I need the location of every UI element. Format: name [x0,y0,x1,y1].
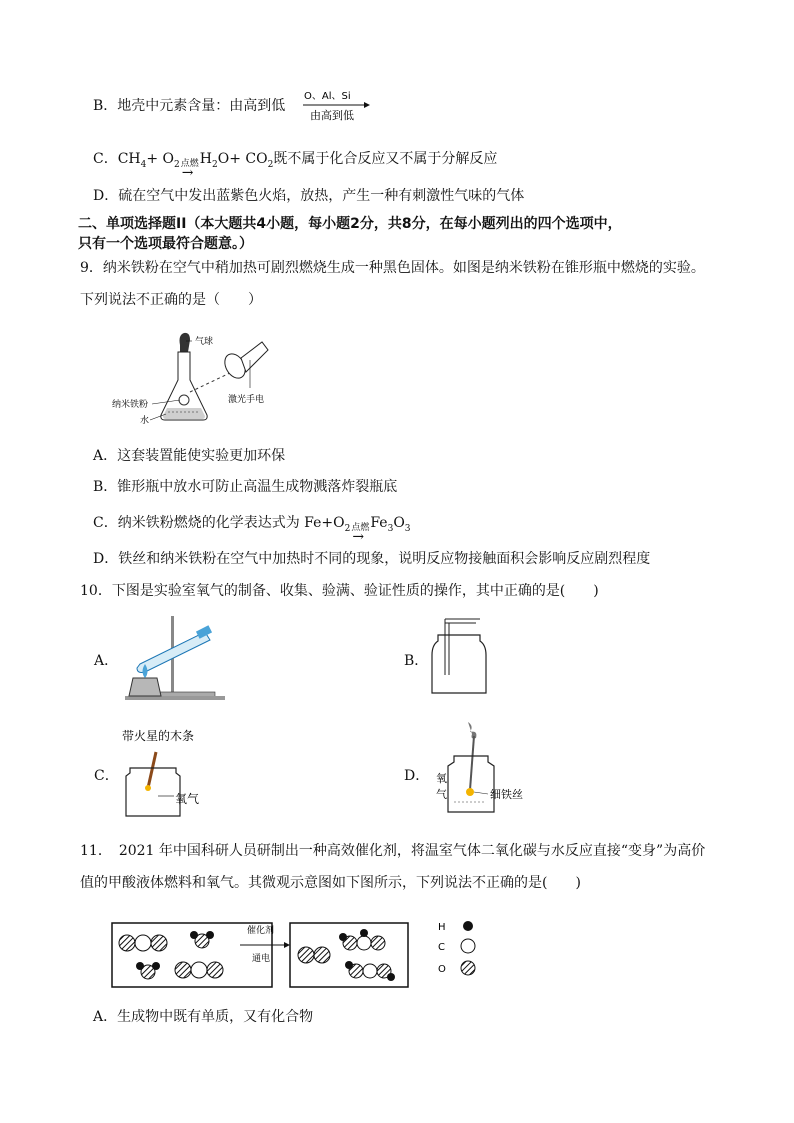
q10-stem: 10．下图是实验室氧气的制备、收集、验满、验证性质的操作，其中正确的是( ) [80,583,599,599]
powder-label: 纳米铁粉 [112,400,149,410]
arrow-condition: 点燃 [351,523,370,533]
q9-stem-2: 下列说法不正确的是（ ） [80,292,262,308]
h2o-molecule [190,931,214,948]
q10-figure-d [430,720,540,820]
q11-option-a: A．生成物中既有单质，又有化合物 [93,1009,314,1025]
q8-option-b [93,97,285,115]
q10-option-a-label: A． [94,653,119,669]
electricity-label: 通电 [252,954,271,964]
formula-o: + O [146,151,175,167]
q9-option-d: D．铁丝和纳米铁粉在空气中加热时不同的现象，说明反应物接触面积会影响反应剧烈程度 [93,551,651,567]
h2o-molecule [136,962,160,979]
arrow-bottom-label: 由高到低 [310,109,354,122]
splint-label: 带火星的木条 [122,729,195,743]
o2-molecule [298,947,330,963]
laser-label: 激光手电 [228,395,265,405]
q10-option-d-label: D． [404,768,430,784]
legend-o: O [438,964,446,975]
iron-wire-label: 细铁丝 [490,788,523,801]
q10-option-b-label: B． [404,653,429,669]
formula-ch: C．CH [93,151,141,167]
formula-co: O+ CO [217,151,268,167]
section-heading-1: 二、单项选择题II（本大题共4小题，每小题2分，共8分，在每小题列出的四个选项中， [78,216,622,232]
q9-option-b: B．锥形瓶中放水可防止高温生成物溅落炸裂瓶底 [93,479,398,495]
sub: 2 [212,159,218,170]
formula-o: O [393,515,405,531]
formic-acid-molecule [345,961,395,981]
sub: 2 [267,159,274,170]
q10-option-c-label: C． [94,768,119,784]
sub: 3 [387,523,394,534]
formula-fe: Fe [370,515,388,531]
oxygen-label-2: 气 [436,788,447,801]
formula-h: H [199,151,212,167]
section-heading-2: 只有一个选项最符合题意。） [78,236,253,252]
q10-figure-c [118,728,218,823]
q8-option-c: C．$CH_4+ O_2$ 点燃 → $H_2O+ CO_2$既不属于化合反应又不属于分解反应 [93,151,498,181]
oxygen-label-1: 氧 [436,772,447,785]
sub: 4 [140,159,147,170]
option-c-text: C．纳米铁粉燃烧的化学表达式为 Fe+O [93,515,345,531]
legend-h: H [438,922,446,933]
q10-figure-b [430,615,490,697]
q10-figure-a [115,616,225,701]
sub: 2 [344,523,351,534]
legend-c: C [438,942,445,953]
q11-stem-1: 11． 2021 年中国科研人员研制出一种高效催化剂，将温室气体二氧化碳与水反应直接“变身”为高价 [80,843,706,859]
sub: 3 [404,523,411,534]
co2-molecule [119,935,167,951]
option-c-rest: 既不属于化合反应又不属于分解反应 [273,151,498,167]
catalyst-label: 催化剂 [247,926,275,936]
co2-molecule [175,962,223,978]
q9-option-c: C．纳米铁粉燃烧的化学表达式为 $Fe+O_2$ 点燃 → $Fe_3O_3$ [93,515,411,545]
q8-option-b-arrow [300,88,370,122]
oxygen-label: 氧气 [175,792,200,806]
sub: 2 [174,159,180,170]
balloon-label: 气球 [195,337,214,347]
q11-molecule-diagram [110,915,490,993]
q9-flask-figure [110,330,300,430]
q8-option-d: D．硫在空气中发出蓝紫色火焰，放热，产生一种有刺激性气味的气体 [93,188,525,204]
q11-stem-2: 值的甲酸液体燃料和氧气。其微观示意图如下图所示，下列说法不正确的是( ) [80,875,581,891]
q9-option-a: A．这套装置能使实验更加环保 [93,448,286,464]
arrow-condition: 点燃 [180,159,199,169]
q9-stem-1: 9．纳米铁粉在空气中稍加热可剧烈燃烧生成一种黑色固体。如图是纳米铁粉在锥形瓶中燃烧的实验。 [80,260,705,276]
formic-acid-molecule [339,929,385,950]
arrow-top-label: O、Al、Si [304,91,351,102]
q8-option-b-text: B．地壳中元素含量：由高到低 [93,98,286,114]
water-label: 水 [140,416,150,426]
